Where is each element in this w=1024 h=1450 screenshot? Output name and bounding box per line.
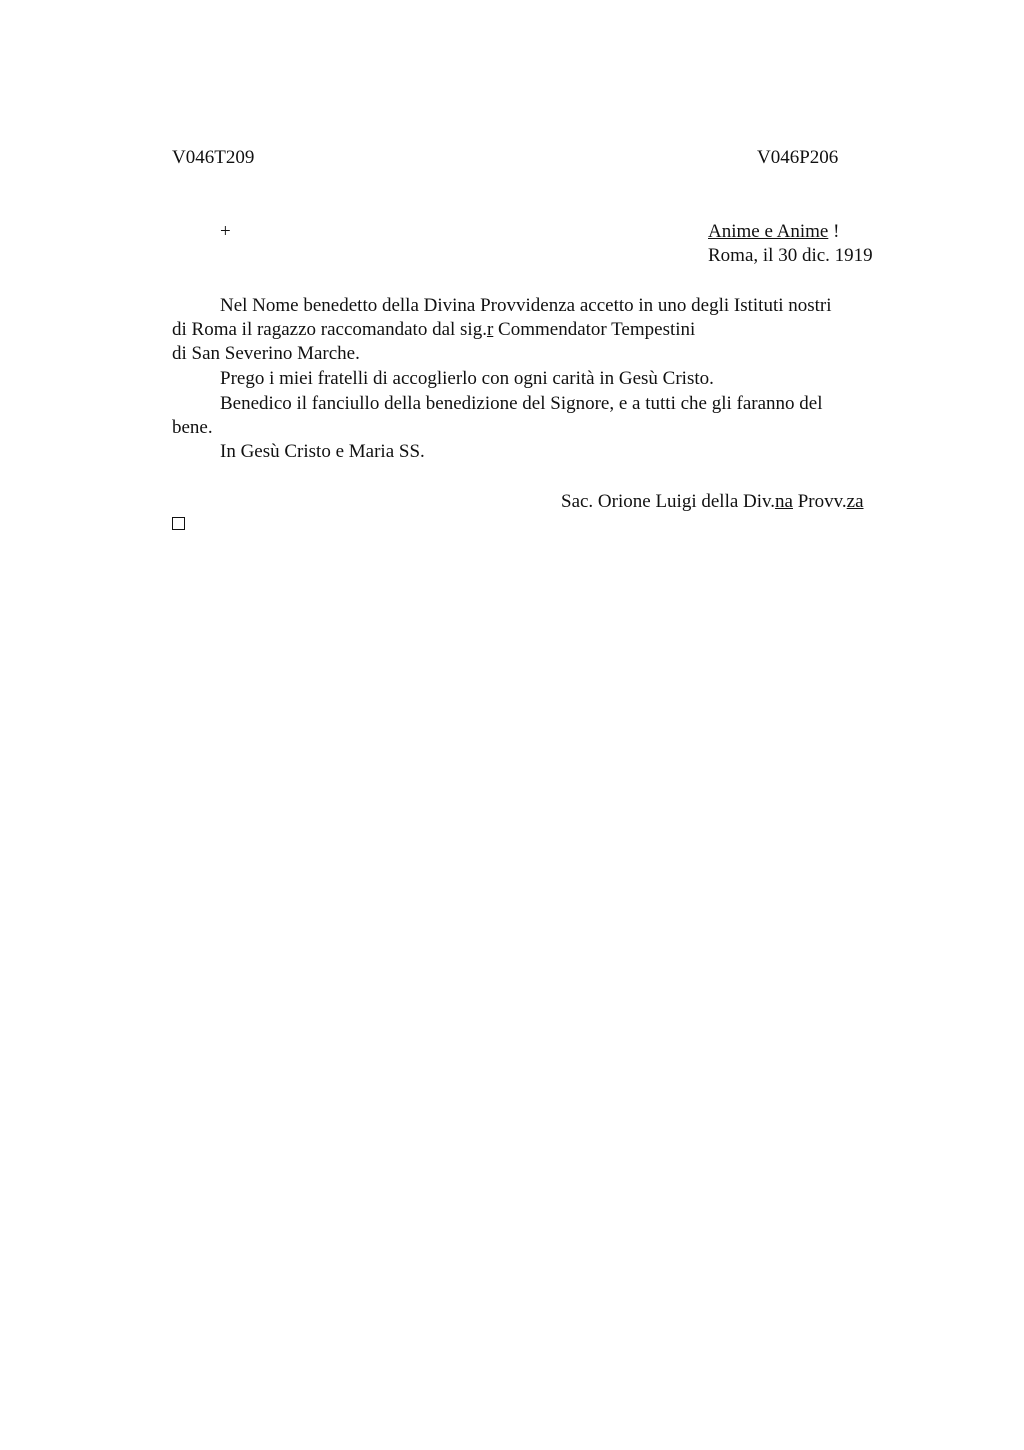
signature bbox=[561, 490, 864, 514]
abbreviation-superscript: r bbox=[486, 319, 494, 340]
signature-abbrev: za bbox=[846, 491, 864, 512]
body-line: bene. bbox=[172, 417, 213, 438]
body-line: In Gesù Cristo e Maria SS. bbox=[220, 441, 425, 462]
body-line: Prego i miei fratelli di accoglierlo con ogni carità in Gesù Cristo. bbox=[220, 368, 714, 389]
signature-abbrev: na bbox=[775, 491, 793, 512]
motto-suffix: ! bbox=[828, 221, 840, 242]
motto-text: Anime e Anime bbox=[708, 221, 829, 242]
body-line: Nel Nome benedetto della Divina Provvidenza accetto in uno degli Istituti nostri bbox=[220, 295, 832, 316]
signature-text: Sac. Orione Luigi della Div. bbox=[561, 491, 776, 512]
body-text: di Roma il ragazzo raccomandato dal sig. bbox=[172, 319, 487, 340]
motto bbox=[708, 220, 839, 244]
signature-text: Provv. bbox=[792, 491, 847, 512]
cross-symbol: + bbox=[220, 221, 231, 242]
body-line: Benedico il fanciullo della benedizione del Signore, e a tutti che gli faranno del bbox=[220, 393, 823, 414]
end-marker-box bbox=[172, 517, 185, 530]
body-text: Commendator Tempestini bbox=[493, 319, 696, 340]
place-date: Roma, il 30 dic. 1919 bbox=[708, 245, 873, 266]
archive-code-left: V046T209 bbox=[172, 147, 255, 168]
body-line bbox=[172, 318, 695, 342]
archive-code-right: V046P206 bbox=[757, 147, 839, 168]
body-line: di San Severino Marche. bbox=[172, 343, 360, 364]
